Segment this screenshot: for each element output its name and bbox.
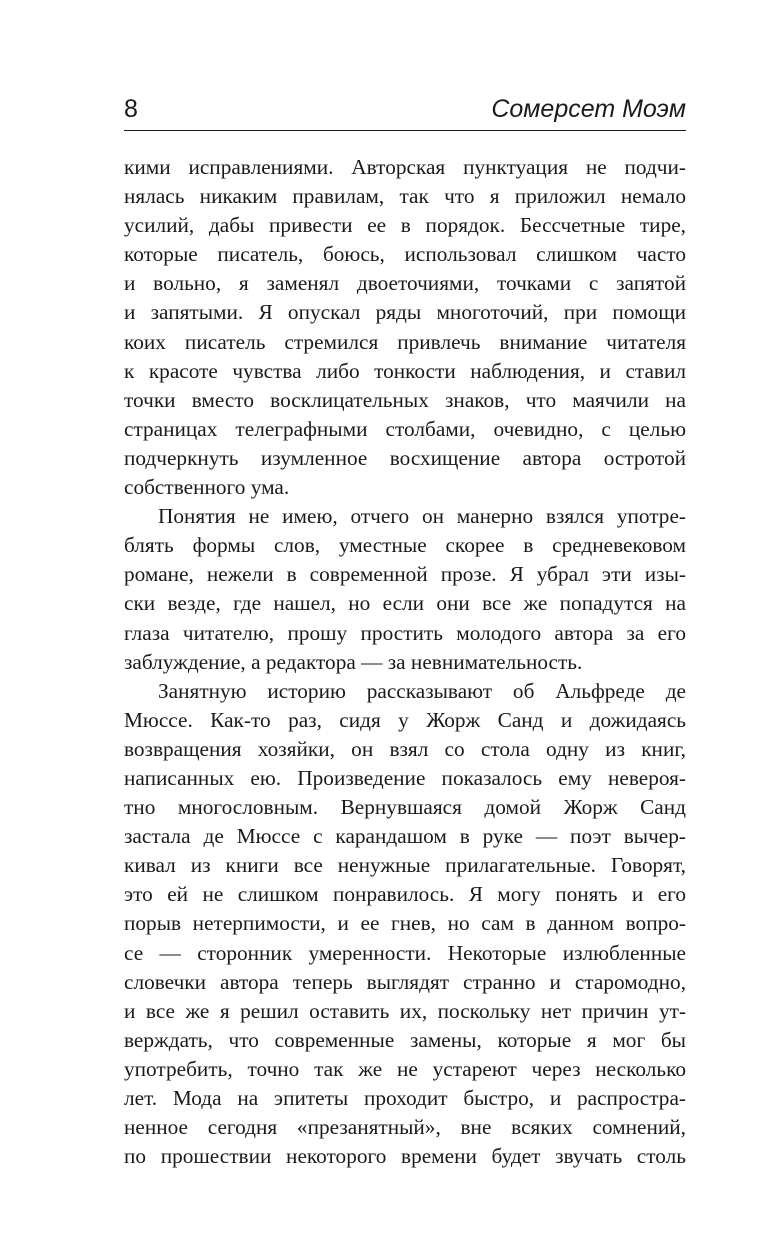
- text-line: усилий, дабы привести ее в порядок. Бессчетные тире,: [124, 213, 686, 238]
- text-line: которые писатель, боюсь, использовал слишком часто: [124, 242, 686, 267]
- text-line: Занятную историю рассказывают об Альфреде де: [158, 678, 686, 703]
- text-line: Понятия не имею, отчего он манерно взялся употре-: [158, 504, 686, 529]
- text-line: глаза читателю, прошу простить молодого автора за его: [124, 620, 686, 645]
- page-header: [124, 92, 686, 131]
- text-line: и вольно, я заменял двоеточиями, точками с запятой: [124, 271, 686, 296]
- text-line: нялась никаким правилам, так что я приложил немало: [124, 184, 686, 209]
- text-line: страницах телеграфными столбами, очевидно, с целью: [124, 416, 686, 441]
- text-line: лет. Мода на эпитеты проходит быстро, и распростра-: [124, 1086, 686, 1110]
- text-line: ски везде, где нашел, но если они все же попадутся на: [124, 591, 686, 616]
- text-line: по прошествии некоторого времени будет звучать столь: [124, 1144, 686, 1169]
- text-line: кими исправлениями. Авторская пунктуация не подчи-: [124, 155, 686, 179]
- text-line: употребить, точно так же не устареют через несколько: [124, 1056, 686, 1081]
- paragraph: [124, 153, 686, 502]
- text-line: Мюссе. Как-то раз, сидя у Жорж Санд и дожидаясь: [124, 707, 686, 732]
- text-line: коих писатель стремился привлечь внимание читателя: [124, 329, 686, 354]
- text-line: собственного ума.: [124, 475, 290, 500]
- text-line: и запятыми. Я опускал ряды многоточий, при помощи: [124, 300, 686, 325]
- paragraph: [124, 677, 686, 1172]
- text-line: это ей не слишком понравилось. Я могу понять и его: [124, 882, 686, 907]
- text-line: ненное сегодня «презанятный», вне всяких сомнений,: [124, 1115, 686, 1140]
- text-line: точки вместо восклицательных знаков, что маячили на: [124, 387, 686, 412]
- text-line: романе, нежели в современной прозе. Я убрал эти изы-: [124, 562, 686, 587]
- text-line: словечки автора теперь выглядят странно и старомодно,: [124, 969, 686, 994]
- text-line: к красоте чувства либо тонкости наблюдения, и ставил: [124, 358, 686, 383]
- text-line: тно многословным. Вернувшаяся домой Жорж Санд: [124, 795, 686, 820]
- paragraph: [124, 502, 686, 677]
- page-number: 8: [124, 95, 138, 123]
- text-line: застала де Мюссе с карандашом в руке — поэт вычер-: [124, 824, 686, 849]
- text-line: заблуждение, а редактора — за невнимательность.: [124, 649, 583, 674]
- text-line: возвращения хозяйки, он взял со стола одну из книг,: [124, 736, 686, 761]
- text-line: и все же я решил оставить их, поскольку нет причин ут-: [124, 998, 686, 1023]
- text-line: блять формы слов, уместные скорее в средневековом: [124, 533, 686, 558]
- text-line: написанных ею. Произведение показалось ему невероя-: [124, 765, 686, 790]
- running-title: Сомерсет Моэм: [491, 95, 686, 123]
- text-line: се — сторонник умеренности. Некоторые излюбленные: [124, 940, 686, 965]
- text-line: верждать, что современные замены, которые я мог бы: [124, 1027, 686, 1052]
- text-line: кивал из книги все ненужные прилагательные. Говорят,: [124, 853, 686, 878]
- body-text: [124, 153, 686, 1171]
- text-line: подчеркнуть изумленное восхищение автора остротой: [124, 445, 686, 470]
- text-line: порыв нетерпимости, и ее гнев, но сам в данном вопро-: [124, 911, 686, 936]
